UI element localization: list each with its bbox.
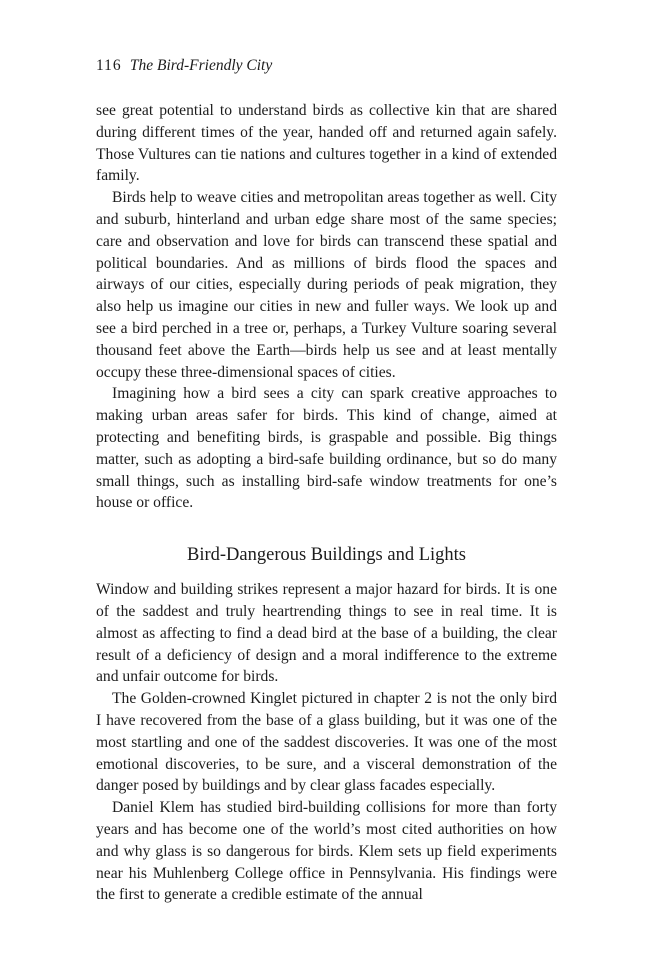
running-head [96, 56, 557, 76]
section-heading: Bird-Dangerous Buildings and Lights [186, 545, 467, 566]
book-page [96, 56, 557, 906]
paragraph: Daniel Klem has studied bird-building collisions for more than forty years and has become one of the world’s most cited authorities on how and why glass is so dangerous for birds. Klem sets up field experiments near his Muhlenberg College office in Pennsylvania. His findings were the first to generate a credible estimate of the annual [96, 799, 557, 904]
paragraph: Imagining how a bird sees a city can spark creative approaches to making urban areas safer for birds. This kind of change, aimed at protecting and benefiting birds, is graspable and possible. Big things matter, such as adopting a bird-safe building ordinance, but so do many small things, such as installing bird-safe window treatments for one’s house or office. [96, 385, 557, 512]
paragraph: Birds help to weave cities and metropolitan areas together as well. City and suburb, hinterland and urban edge share most of the same species; care and observation and love for birds can transcend these spatial and political boundaries. And as millions of birds flood the spaces and airways of our cities, especially during periods of peak migration, they also help us imagine our cities in new and fuller ways. We look up and see a bird perched in a tree or, perhaps, a Turkey Vulture soaring several thousand feet above the Earth—birds help us see and at least mentally occupy these three-dimensional spaces of cities. [96, 189, 557, 381]
paragraph: Window and building strikes represent a major hazard for birds. It is one of the saddest and truly heartrending things to see in real time. It is almost as affecting to find a dead bird at the base of a building, the clear result of a deficiency of design and a moral indifference to the extreme and unfair outcome for birds. [96, 581, 557, 686]
paragraph: see great potential to understand birds as collective kin that are shared during different times of the year, handed off and returned again safely. Those Vultures can tie nations and cultures together in a kind of extended family. [96, 102, 557, 185]
book-title: The Bird-Friendly City [129, 57, 273, 74]
paragraph: The Golden-crowned Kinglet pictured in chapter 2 is not the only bird I have recovered from the base of a glass building, but it was one of the most startling and one of the saddest discoveries. It was one of the most emotional discoveries, to be sure, and a visceral demonstration of the danger posed by buildings and by clear glass facades especially. [96, 690, 557, 795]
page-number: 116 [96, 57, 122, 74]
